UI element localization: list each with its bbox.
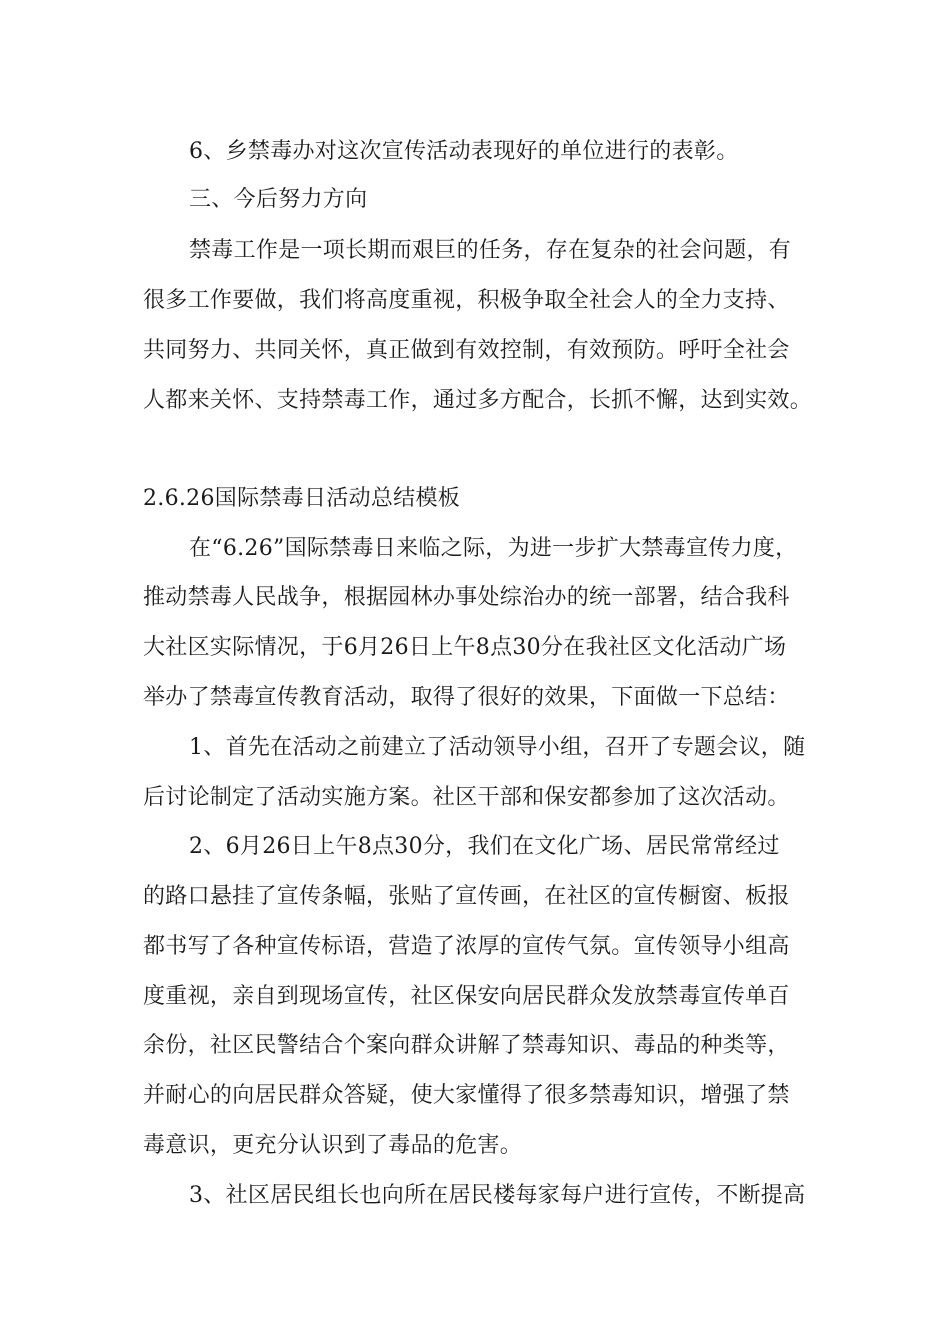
paragraph-line: 度重视，亲自到现场宣传，社区保安向居民群众发放禁毒宣传单百 (143, 984, 790, 1009)
paragraph-line: 3、社区居民组长也向所在居民楼每家每户进行宣传，不断提高 (189, 1183, 806, 1208)
paragraph-line: 推动禁毒人民战争，根据园林办事处综治办的统一部署，结合我科 (143, 585, 790, 610)
paragraph-line: 很多工作要做，我们将高度重视，积极争取全社会人的全力支持、 (143, 288, 790, 313)
paragraph-line: 2、6月26日上午8点30分，我们在文化广场、居民常常经过 (189, 834, 780, 859)
paragraph-line: 人都来关怀、支持禁毒工作，通过多方配合，长抓不懈，达到实效。 (143, 388, 813, 413)
paragraph-line: 6、乡禁毒办对这次宣传活动表现好的单位进行的表彰。 (189, 139, 739, 164)
paragraph-line: 1、首先在活动之前建立了活动领导小组，召开了专题会议，随 (189, 735, 806, 760)
paragraph-line: 禁毒工作是一项长期而艰巨的任务，存在复杂的社会问题，有 (189, 238, 792, 263)
paragraph-line: 余份，社区民警结合个案向群众讲解了禁毒知识、毒品的种类等， (143, 1033, 790, 1058)
section-heading: 三、今后努力方向 (189, 187, 368, 212)
paragraph-line: 并耐心的向居民群众答疑，使大家懂得了很多禁毒知识，增强了禁 (143, 1083, 790, 1108)
article-title: 2.6.26国际禁毒日活动总结模板 (143, 486, 461, 511)
paragraph-line: 都书写了各种宣传标语，营造了浓厚的宣传气氛。宣传领导小组高 (143, 934, 790, 959)
paragraph-line: 毒意识，更充分认识到了毒品的危害。 (143, 1133, 523, 1158)
paragraph-line: 举办了禁毒宣传教育活动，取得了很好的效果，下面做一下总结： (143, 685, 790, 710)
paragraph-line: 后讨论制定了活动实施方案。社区干部和保安都参加了这次活动。 (143, 785, 790, 810)
paragraph-line: 大社区实际情况，于6月26日上午8点30分在我社区文化活动广场 (143, 635, 787, 660)
paragraph-line: 共同努力、共同关怀，真正做到有效控制，有效预防。呼吁全社会 (143, 338, 790, 363)
paragraph-line: 的路口悬挂了宣传条幅，张贴了宣传画，在社区的宣传橱窗、板报 (143, 884, 790, 909)
paragraph-line: 在“6.26”国际禁毒日来临之际，为进一步扩大禁毒宣传力度， (189, 536, 798, 561)
